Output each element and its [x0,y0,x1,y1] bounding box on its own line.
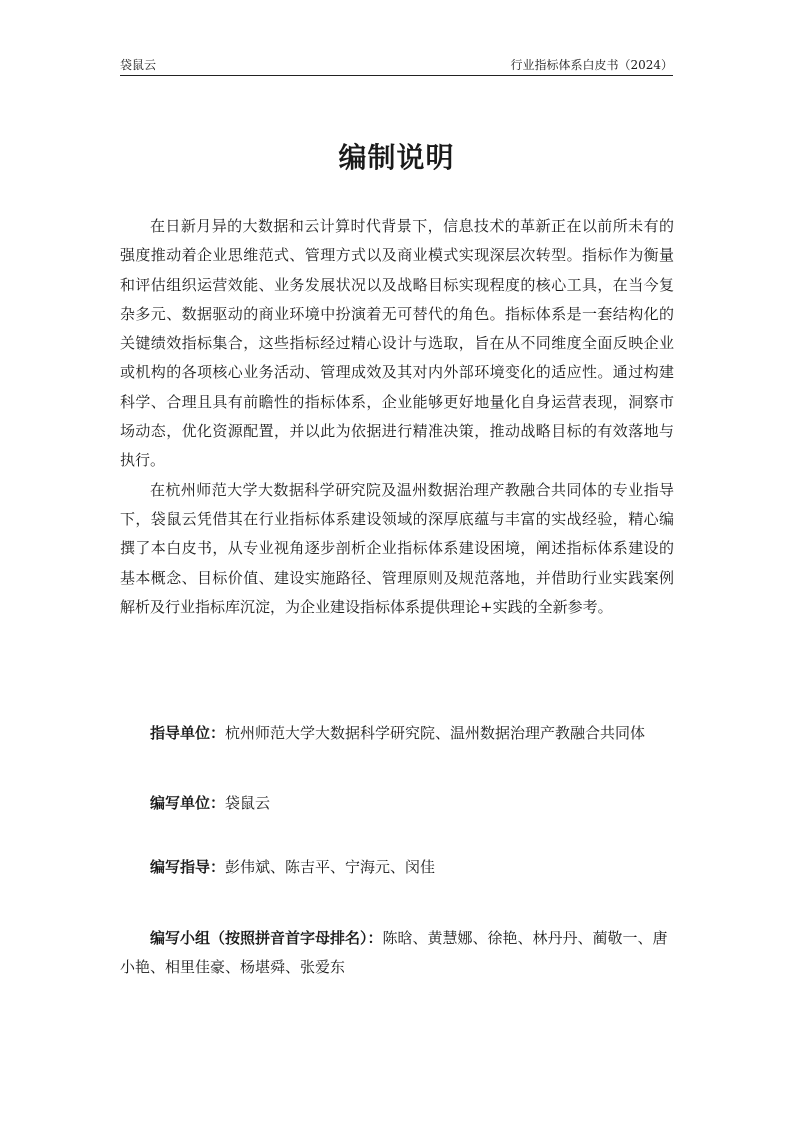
writing-team-label: 编写小组（按照拼音首字母排名）： [150,929,383,947]
writing-team [120,924,674,982]
writing-team-value: 陈晗、黄慧娜、徐艳、林丹丹、蔺敬一、唐小艳、相里佳豪、杨堪舜、张爱东 [120,929,668,976]
writing-director-label: 编写指导： [150,858,226,876]
body-text [120,212,674,622]
guide-unit [120,719,674,748]
paragraph-1: 在日新月异的大数据和云计算时代背景下，信息技术的革新正在以前所未有的强度推动着企业思维范式、管理方式以及商业模式实现深层次转型。指标作为衡量和评估组织运营效能、业务发展状况以及战略目标实现程度的核心工具，在当今复杂多元、数据驱动的商业环境中扮演着无可替代的角色。指标体系是一套结构化的关键绩效指标集合，这些指标经过精心设计与选取，旨在从不同维度全面反映企业或机构的各项核心业务活动、管理成效及其对内外部环境变化的适应性。通过构建科学、合理且具有前瞻性的指标体系，企业能够更好地量化自身运营表现，洞察市场动态，优化资源配置，并以此为依据进行精准决策，推动战略目标的有效落地与执行。 [120,217,674,470]
author-unit [120,789,674,818]
page-title: 编制说明 [338,141,455,174]
writing-director [120,853,674,882]
guide-unit-label: 指导单位： [150,724,226,742]
page-header [120,58,673,76]
author-unit-value: 袋鼠云 [225,794,271,812]
header-company: 袋鼠云 [120,58,157,72]
header-document-title: 行业指标体系白皮书（2024） [510,58,673,72]
writing-director-value: 彭伟斌、陈吉平、宁海元、闵佳 [225,858,436,876]
author-unit-label: 编写单位： [150,794,226,812]
paragraph-2: 在杭州师范大学大数据科学研究院及温州数据治理产教融合共同体的专业指导下，袋鼠云凭借其在行业指标体系建设领域的深厚底蕴与丰富的实战经验，精心编撰了本白皮书，从专业视角逐步剖析企业指标体系建设困境，阐述指标体系建设的基本概念、目标价值、建设实施路径、管理原则及规范落地，并借助行业实践案例解析及行业指标库沉淀，为企业建设指标体系提供理论+实践的全新参考。 [120,480,674,616]
guide-unit-value: 杭州师范大学大数据科学研究院、温州数据治理产教融合共同体 [225,724,646,742]
